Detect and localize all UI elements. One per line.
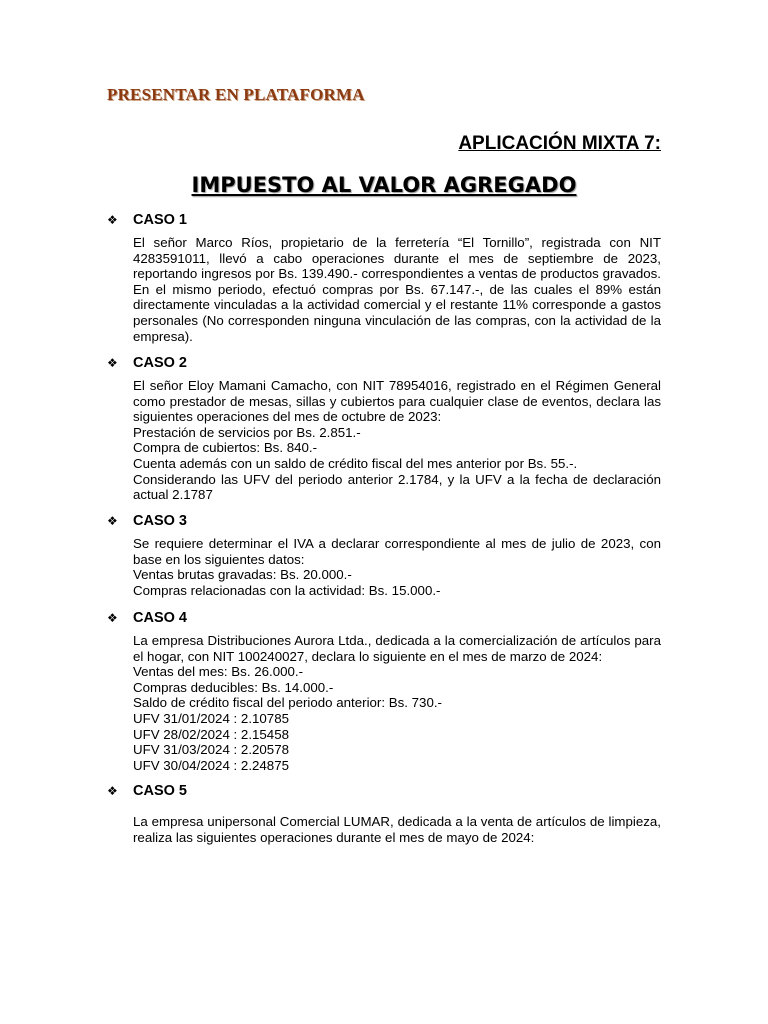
case-4-line: Compras deducibles: Bs. 14.000.-: [133, 679, 334, 695]
presentar-label: PRESENTAR EN PLATAFORMA: [107, 85, 365, 104]
case-5-title: CASO 5: [133, 783, 187, 799]
case-4-line: UFV 30/04/2024 : 2.24875: [133, 757, 289, 773]
case-4: [107, 609, 661, 773]
case-4-body: [133, 633, 661, 773]
case-1: [107, 211, 661, 344]
case-1-paragraph: El señor Marco Ríos, propietario de la ferretería “El Tornillo”, registrada con NIT 4283591011, llevó a cabo operaciones durante el mes de septiembre de 2023, reportando ingresos por Bs. 139.490.- correspondientes a ventas de productos gravados. En el mismo periodo, efectuó compras por Bs. 67.147.-, de las cuales el 89% están directamente vinculadas a la actividad comercial y el restante 11% corresponde a gastos personales (No corresponden ninguna vinculación de las compras, con la actividad de la empresa).: [133, 235, 661, 344]
case-1-body: [133, 235, 661, 344]
case-5: [107, 782, 661, 845]
case-4-line: UFV 28/02/2024 : 2.15458: [133, 726, 289, 742]
case-3: [107, 512, 661, 598]
case-4-title: CASO 4: [133, 610, 187, 626]
diamond-bullet-icon: ❖: [107, 356, 118, 370]
case-3-body: [133, 536, 661, 598]
case-2-title: CASO 2: [133, 355, 187, 371]
case-1-heading: [107, 211, 661, 229]
case-4-line: Saldo de crédito fiscal del periodo anterior: Bs. 730.-: [133, 695, 442, 711]
case-3-heading: [107, 512, 661, 530]
case-3-line: Ventas brutas gravadas: Bs. 20.000.-: [133, 567, 352, 583]
case-2-heading: [107, 354, 661, 372]
case-2: [107, 354, 661, 503]
diamond-bullet-icon: ❖: [107, 611, 118, 625]
case-4-paragraph: La empresa Distribuciones Aurora Ltda., dedicada a la comercialización de artículos para el hogar, con NIT 100240027, declara lo siguiente en el mes de marzo de 2024:: [133, 633, 661, 664]
case-4-line: Ventas del mes: Bs. 26.000.-: [133, 664, 304, 680]
case-2-line: Prestación de servicios por Bs. 2.851.-: [133, 424, 361, 440]
case-4-heading: [107, 609, 661, 627]
case-3-line: Compras relacionadas con la actividad: Bs. 15.000.-: [133, 582, 441, 598]
aplicacion-title: APLICACIÓN MIXTA 7:: [458, 133, 661, 154]
diamond-bullet-icon: ❖: [107, 784, 118, 798]
case-2-body: [133, 378, 661, 503]
case-2-line: Compra de cubiertos: Bs. 840.-: [133, 440, 318, 456]
case-4-line: UFV 31/01/2024 : 2.10785: [133, 710, 289, 726]
diamond-bullet-icon: ❖: [107, 514, 118, 528]
case-1-title: CASO 1: [133, 212, 187, 228]
diamond-bullet-icon: ❖: [107, 213, 118, 227]
case-4-line: UFV 31/03/2024 : 2.20578: [133, 742, 289, 758]
page-title: IMPUESTO AL VALOR AGREGADO: [191, 173, 577, 197]
case-5-body: [133, 814, 661, 845]
case-5-heading: [107, 782, 661, 800]
case-2-paragraph: El señor Eloy Mamani Camacho, con NIT 78954016, registrado en el Régimen General como prestador de mesas, sillas y cubiertos para cualquier clase de eventos, declara las siguientes operaciones del mes de octubre de 2023:: [133, 378, 661, 425]
case-3-title: CASO 3: [133, 513, 187, 529]
case-2-closing: Considerando las UFV del periodo anterior 2.1784, y la UFV a la fecha de declaración actual 2.1787: [133, 471, 661, 503]
case-3-paragraph: Se requiere determinar el IVA a declarar correspondiente al mes de julio de 2023, con base en los siguientes datos:: [133, 536, 661, 567]
case-5-paragraph: La empresa unipersonal Comercial LUMAR, dedicada a la venta de artículos de limpieza, realiza las siguientes operaciones durante el mes de mayo de 2024:: [133, 814, 661, 845]
case-2-line: Cuenta además con un saldo de crédito fiscal del mes anterior por Bs. 55.-.: [133, 455, 578, 471]
